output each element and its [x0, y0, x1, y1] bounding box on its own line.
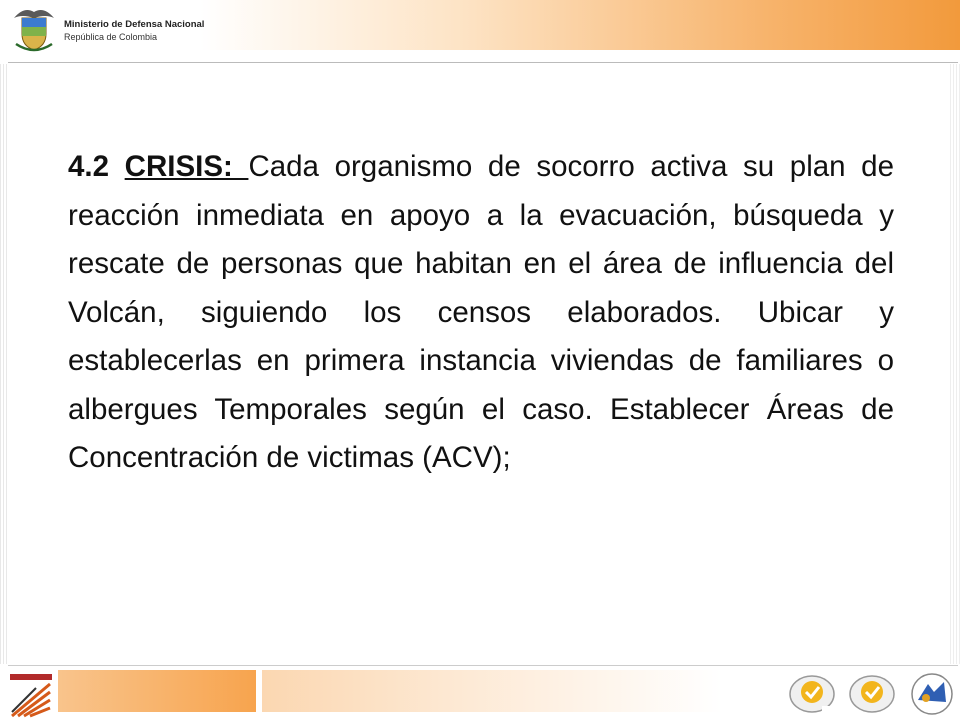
- header-band: [200, 0, 960, 50]
- heading-label: CRISIS:: [124, 150, 249, 183]
- sgs-certification-logo: [786, 672, 842, 716]
- colombia-crest-logo: [8, 4, 60, 56]
- heading-number: 4.2: [68, 150, 125, 183]
- slide-body: [68, 143, 894, 483]
- republic-name: República de Colombia: [64, 32, 158, 42]
- institution-seal-logo: [904, 672, 960, 716]
- frame-top-line: [8, 62, 958, 63]
- footer-gradient-bar: [262, 670, 722, 712]
- footer-orange-bar: [58, 670, 256, 712]
- alta-gerencia-logo: [6, 672, 56, 718]
- body-paragraph: Cada organismo de socorro activa su plan de reacción inmediata en apoyo a la evacuación, búsqueda y rescate de personas que habitan en el área de influencia del Volcán, siguiendo los censos elaborados. Ubicar y establecerlas en primera instancia viviendas de familiares o albergues Temporales según el caso. Establecer Áreas de Concentración de victimas (ACV);: [68, 150, 894, 474]
- right-stripe-border: [950, 64, 960, 664]
- ministry-name: Ministerio de Defensa Nacional: [64, 19, 205, 30]
- left-stripe-border: [0, 64, 8, 664]
- sgs-certification-logo: [846, 672, 902, 716]
